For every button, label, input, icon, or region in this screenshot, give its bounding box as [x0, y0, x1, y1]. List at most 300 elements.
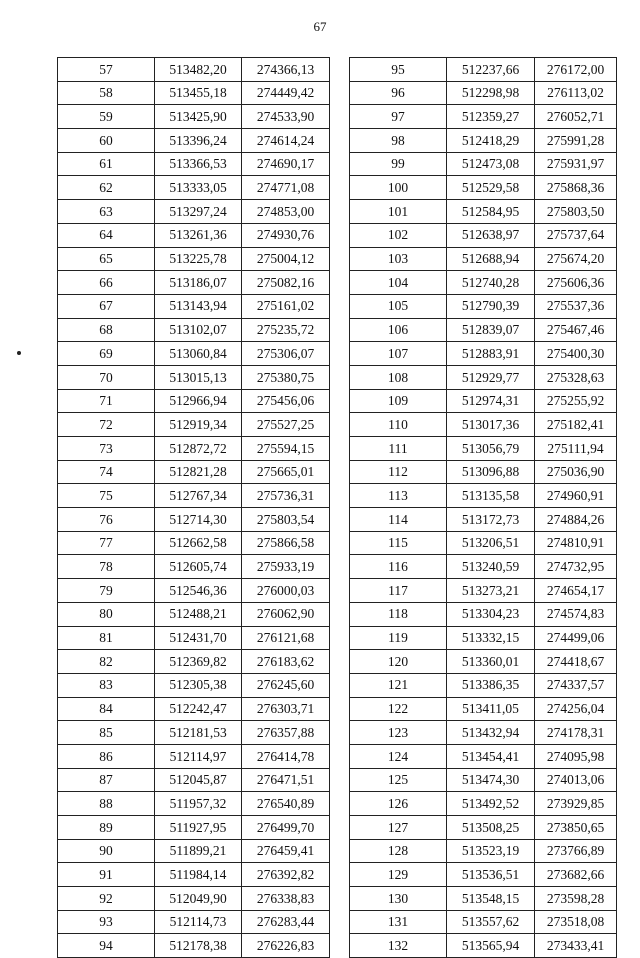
coordinates-table-right [349, 57, 617, 958]
table-row [350, 152, 617, 176]
x-coordinate-cell: 513425,90 [155, 105, 242, 129]
x-coordinate-cell: 513304,23 [447, 602, 535, 626]
y-coordinate-cell: 273598,28 [535, 887, 617, 911]
point-number-cell: 118 [350, 602, 447, 626]
point-number-cell: 65 [58, 247, 155, 271]
point-number-cell: 97 [350, 105, 447, 129]
point-number-cell: 103 [350, 247, 447, 271]
table-row [58, 460, 330, 484]
table-row [58, 839, 330, 863]
x-coordinate-cell: 512431,70 [155, 626, 242, 650]
point-number-cell: 78 [58, 555, 155, 579]
x-coordinate-cell: 513536,51 [447, 863, 535, 887]
point-number-cell: 89 [58, 816, 155, 840]
point-number-cell: 60 [58, 129, 155, 153]
x-coordinate-cell: 513455,18 [155, 81, 242, 105]
x-coordinate-cell: 512790,39 [447, 294, 535, 318]
x-coordinate-cell: 513411,05 [447, 697, 535, 721]
y-coordinate-cell: 274574,83 [535, 602, 617, 626]
table-row [58, 129, 330, 153]
table-row [58, 342, 330, 366]
table-row [350, 792, 617, 816]
x-coordinate-cell: 512114,97 [155, 744, 242, 768]
table-row [350, 58, 617, 82]
table-row [58, 176, 330, 200]
point-number-cell: 107 [350, 342, 447, 366]
point-number-cell: 91 [58, 863, 155, 887]
point-number-cell: 73 [58, 437, 155, 461]
table-row [350, 318, 617, 342]
table-row [350, 721, 617, 745]
point-number-cell: 130 [350, 887, 447, 911]
y-coordinate-cell: 275933,19 [242, 555, 330, 579]
x-coordinate-cell: 513386,35 [447, 673, 535, 697]
y-coordinate-cell: 274449,42 [242, 81, 330, 105]
table-row [350, 579, 617, 603]
table-row [350, 697, 617, 721]
y-coordinate-cell: 275674,20 [535, 247, 617, 271]
x-coordinate-cell: 513557,62 [447, 910, 535, 934]
table-row [350, 81, 617, 105]
x-coordinate-cell: 512688,94 [447, 247, 535, 271]
y-coordinate-cell: 275082,16 [242, 271, 330, 295]
x-coordinate-cell: 513474,30 [447, 768, 535, 792]
x-coordinate-cell: 513102,07 [155, 318, 242, 342]
x-coordinate-cell: 512839,07 [447, 318, 535, 342]
table-row [350, 934, 617, 958]
x-coordinate-cell: 511957,32 [155, 792, 242, 816]
point-number-cell: 129 [350, 863, 447, 887]
x-coordinate-cell: 513523,19 [447, 839, 535, 863]
table-row [58, 650, 330, 674]
x-coordinate-cell: 512714,30 [155, 508, 242, 532]
x-coordinate-cell: 511984,14 [155, 863, 242, 887]
table-row [58, 365, 330, 389]
point-number-cell: 58 [58, 81, 155, 105]
table-row [350, 744, 617, 768]
x-coordinate-cell: 513432,94 [447, 721, 535, 745]
x-coordinate-cell: 513240,59 [447, 555, 535, 579]
scan-speck [17, 351, 21, 355]
point-number-cell: 87 [58, 768, 155, 792]
point-number-cell: 82 [58, 650, 155, 674]
y-coordinate-cell: 274499,06 [535, 626, 617, 650]
point-number-cell: 70 [58, 365, 155, 389]
point-number-cell: 121 [350, 673, 447, 697]
x-coordinate-cell: 512966,94 [155, 389, 242, 413]
page-number: 67 [313, 19, 327, 34]
y-coordinate-cell: 276471,51 [242, 768, 330, 792]
y-coordinate-cell: 275400,30 [535, 342, 617, 366]
point-number-cell: 125 [350, 768, 447, 792]
x-coordinate-cell: 512298,98 [447, 81, 535, 105]
y-coordinate-cell: 276226,83 [242, 934, 330, 958]
x-coordinate-cell: 512883,91 [447, 342, 535, 366]
point-number-cell: 68 [58, 318, 155, 342]
point-number-cell: 99 [350, 152, 447, 176]
point-number-cell: 62 [58, 176, 155, 200]
y-coordinate-cell: 276000,03 [242, 579, 330, 603]
x-coordinate-cell: 512638,97 [447, 223, 535, 247]
point-number-cell: 59 [58, 105, 155, 129]
table-row [350, 887, 617, 911]
x-coordinate-cell: 513273,21 [447, 579, 535, 603]
y-coordinate-cell: 275328,63 [535, 365, 617, 389]
y-coordinate-cell: 276172,00 [535, 58, 617, 82]
point-number-cell: 132 [350, 934, 447, 958]
point-number-cell: 86 [58, 744, 155, 768]
y-coordinate-cell: 275803,50 [535, 200, 617, 224]
table-row [58, 744, 330, 768]
y-coordinate-cell: 275235,72 [242, 318, 330, 342]
y-coordinate-cell: 275606,36 [535, 271, 617, 295]
y-coordinate-cell: 275931,97 [535, 152, 617, 176]
table-row [350, 437, 617, 461]
point-number-cell: 122 [350, 697, 447, 721]
x-coordinate-cell: 512242,47 [155, 697, 242, 721]
y-coordinate-cell: 274960,91 [535, 484, 617, 508]
x-coordinate-cell: 513396,24 [155, 129, 242, 153]
x-coordinate-cell: 512662,58 [155, 531, 242, 555]
point-number-cell: 77 [58, 531, 155, 555]
x-coordinate-cell: 512181,53 [155, 721, 242, 745]
x-coordinate-cell: 513360,01 [447, 650, 535, 674]
table-row [350, 413, 617, 437]
table-row [350, 650, 617, 674]
table-row [58, 531, 330, 555]
table-row [350, 839, 617, 863]
table-row [350, 602, 617, 626]
y-coordinate-cell: 275868,36 [535, 176, 617, 200]
y-coordinate-cell: 275004,12 [242, 247, 330, 271]
point-number-cell: 94 [58, 934, 155, 958]
table-row [58, 271, 330, 295]
y-coordinate-cell: 273682,66 [535, 863, 617, 887]
x-coordinate-cell: 512178,38 [155, 934, 242, 958]
x-coordinate-cell: 513332,15 [447, 626, 535, 650]
x-coordinate-cell: 513366,53 [155, 152, 242, 176]
point-number-cell: 64 [58, 223, 155, 247]
point-number-cell: 102 [350, 223, 447, 247]
y-coordinate-cell: 275036,90 [535, 460, 617, 484]
table-row [350, 365, 617, 389]
x-coordinate-cell: 512369,82 [155, 650, 242, 674]
table-row [58, 910, 330, 934]
table-row [58, 934, 330, 958]
x-coordinate-cell: 511927,95 [155, 816, 242, 840]
x-coordinate-cell: 513186,07 [155, 271, 242, 295]
table-row [58, 863, 330, 887]
x-coordinate-cell: 512045,87 [155, 768, 242, 792]
table-row [350, 105, 617, 129]
y-coordinate-cell: 275803,54 [242, 508, 330, 532]
point-number-cell: 113 [350, 484, 447, 508]
point-number-cell: 98 [350, 129, 447, 153]
y-coordinate-cell: 274366,13 [242, 58, 330, 82]
table-row [350, 129, 617, 153]
y-coordinate-cell: 276357,88 [242, 721, 330, 745]
point-number-cell: 69 [58, 342, 155, 366]
point-number-cell: 96 [350, 81, 447, 105]
y-coordinate-cell: 275665,01 [242, 460, 330, 484]
coordinates-table-body [58, 58, 330, 958]
y-coordinate-cell: 274810,91 [535, 531, 617, 555]
y-coordinate-cell: 275255,92 [535, 389, 617, 413]
point-number-cell: 124 [350, 744, 447, 768]
y-coordinate-cell: 276052,71 [535, 105, 617, 129]
x-coordinate-cell: 512546,36 [155, 579, 242, 603]
y-coordinate-cell: 276062,90 [242, 602, 330, 626]
x-coordinate-cell: 513297,24 [155, 200, 242, 224]
y-coordinate-cell: 275537,36 [535, 294, 617, 318]
point-number-cell: 116 [350, 555, 447, 579]
table-row [350, 816, 617, 840]
y-coordinate-cell: 276499,70 [242, 816, 330, 840]
y-coordinate-cell: 273433,41 [535, 934, 617, 958]
point-number-cell: 85 [58, 721, 155, 745]
y-coordinate-cell: 273929,85 [535, 792, 617, 816]
y-coordinate-cell: 276113,02 [535, 81, 617, 105]
point-number-cell: 101 [350, 200, 447, 224]
table-row [58, 223, 330, 247]
x-coordinate-cell: 513096,88 [447, 460, 535, 484]
y-coordinate-cell: 275456,06 [242, 389, 330, 413]
y-coordinate-cell: 275467,46 [535, 318, 617, 342]
x-coordinate-cell: 512473,08 [447, 152, 535, 176]
table-row [350, 768, 617, 792]
x-coordinate-cell: 512049,90 [155, 887, 242, 911]
table-row [58, 579, 330, 603]
table-row [58, 413, 330, 437]
point-number-cell: 90 [58, 839, 155, 863]
point-number-cell: 112 [350, 460, 447, 484]
y-coordinate-cell: 274178,31 [535, 721, 617, 745]
y-coordinate-cell: 274654,17 [535, 579, 617, 603]
x-coordinate-cell: 512305,38 [155, 673, 242, 697]
y-coordinate-cell: 273850,65 [535, 816, 617, 840]
point-number-cell: 114 [350, 508, 447, 532]
y-coordinate-cell: 276303,71 [242, 697, 330, 721]
x-coordinate-cell: 513172,73 [447, 508, 535, 532]
point-number-cell: 83 [58, 673, 155, 697]
y-coordinate-cell: 275991,28 [535, 129, 617, 153]
point-number-cell: 75 [58, 484, 155, 508]
y-coordinate-cell: 274884,26 [535, 508, 617, 532]
point-number-cell: 115 [350, 531, 447, 555]
point-number-cell: 80 [58, 602, 155, 626]
table-row [58, 816, 330, 840]
y-coordinate-cell: 275527,25 [242, 413, 330, 437]
point-number-cell: 67 [58, 294, 155, 318]
table-row [350, 460, 617, 484]
table-row [350, 271, 617, 295]
coordinates-table-left [57, 57, 330, 958]
table-row [350, 863, 617, 887]
x-coordinate-cell: 513482,20 [155, 58, 242, 82]
point-number-cell: 104 [350, 271, 447, 295]
point-number-cell: 61 [58, 152, 155, 176]
x-coordinate-cell: 512584,95 [447, 200, 535, 224]
x-coordinate-cell: 513056,79 [447, 437, 535, 461]
table-row [350, 247, 617, 271]
table-row [350, 531, 617, 555]
point-number-cell: 66 [58, 271, 155, 295]
table-row [58, 200, 330, 224]
x-coordinate-cell: 512919,34 [155, 413, 242, 437]
table-row [350, 508, 617, 532]
table-row [58, 768, 330, 792]
y-coordinate-cell: 275736,31 [242, 484, 330, 508]
y-coordinate-cell: 275594,15 [242, 437, 330, 461]
y-coordinate-cell: 275866,58 [242, 531, 330, 555]
table-row [58, 626, 330, 650]
point-number-cell: 72 [58, 413, 155, 437]
y-coordinate-cell: 274337,57 [535, 673, 617, 697]
y-coordinate-cell: 276338,83 [242, 887, 330, 911]
point-number-cell: 74 [58, 460, 155, 484]
point-number-cell: 84 [58, 697, 155, 721]
x-coordinate-cell: 513143,94 [155, 294, 242, 318]
x-coordinate-cell: 513454,41 [447, 744, 535, 768]
x-coordinate-cell: 513206,51 [447, 531, 535, 555]
table-row [58, 81, 330, 105]
table-row [350, 673, 617, 697]
table-row [58, 437, 330, 461]
y-coordinate-cell: 276121,68 [242, 626, 330, 650]
y-coordinate-cell: 274853,00 [242, 200, 330, 224]
x-coordinate-cell: 513015,13 [155, 365, 242, 389]
point-number-cell: 88 [58, 792, 155, 816]
y-coordinate-cell: 274533,90 [242, 105, 330, 129]
y-coordinate-cell: 276183,62 [242, 650, 330, 674]
table-row [350, 200, 617, 224]
point-number-cell: 81 [58, 626, 155, 650]
x-coordinate-cell: 512488,21 [155, 602, 242, 626]
y-coordinate-cell: 274930,76 [242, 223, 330, 247]
table-row [58, 152, 330, 176]
point-number-cell: 126 [350, 792, 447, 816]
table-row [350, 484, 617, 508]
x-coordinate-cell: 512974,31 [447, 389, 535, 413]
y-coordinate-cell: 273518,08 [535, 910, 617, 934]
point-number-cell: 106 [350, 318, 447, 342]
table-row [58, 318, 330, 342]
point-number-cell: 71 [58, 389, 155, 413]
x-coordinate-cell: 512605,74 [155, 555, 242, 579]
point-number-cell: 109 [350, 389, 447, 413]
table-row [350, 910, 617, 934]
y-coordinate-cell: 274732,95 [535, 555, 617, 579]
point-number-cell: 111 [350, 437, 447, 461]
x-coordinate-cell: 512237,66 [447, 58, 535, 82]
table-row [58, 792, 330, 816]
x-coordinate-cell: 513565,94 [447, 934, 535, 958]
x-coordinate-cell: 512418,29 [447, 129, 535, 153]
point-number-cell: 95 [350, 58, 447, 82]
table-row [58, 389, 330, 413]
y-coordinate-cell: 276245,60 [242, 673, 330, 697]
point-number-cell: 57 [58, 58, 155, 82]
x-coordinate-cell: 513548,15 [447, 887, 535, 911]
point-number-cell: 123 [350, 721, 447, 745]
x-coordinate-cell: 513333,05 [155, 176, 242, 200]
point-number-cell: 110 [350, 413, 447, 437]
y-coordinate-cell: 274690,17 [242, 152, 330, 176]
x-coordinate-cell: 512740,28 [447, 271, 535, 295]
table-row [58, 294, 330, 318]
table-row [58, 105, 330, 129]
x-coordinate-cell: 512872,72 [155, 437, 242, 461]
point-number-cell: 92 [58, 887, 155, 911]
table-row [58, 887, 330, 911]
x-coordinate-cell: 513225,78 [155, 247, 242, 271]
table-row [58, 58, 330, 82]
y-coordinate-cell: 276459,41 [242, 839, 330, 863]
x-coordinate-cell: 513508,25 [447, 816, 535, 840]
table-row [58, 247, 330, 271]
y-coordinate-cell: 275380,75 [242, 365, 330, 389]
point-number-cell: 117 [350, 579, 447, 603]
point-number-cell: 79 [58, 579, 155, 603]
y-coordinate-cell: 275161,02 [242, 294, 330, 318]
table-row [350, 294, 617, 318]
table-row [350, 223, 617, 247]
point-number-cell: 127 [350, 816, 447, 840]
x-coordinate-cell: 512929,77 [447, 365, 535, 389]
y-coordinate-cell: 274418,67 [535, 650, 617, 674]
point-number-cell: 63 [58, 200, 155, 224]
y-coordinate-cell: 274771,08 [242, 176, 330, 200]
y-coordinate-cell: 275111,94 [535, 437, 617, 461]
y-coordinate-cell: 275182,41 [535, 413, 617, 437]
y-coordinate-cell: 274095,98 [535, 744, 617, 768]
x-coordinate-cell: 513261,36 [155, 223, 242, 247]
y-coordinate-cell: 275737,64 [535, 223, 617, 247]
table-row [350, 342, 617, 366]
y-coordinate-cell: 276392,82 [242, 863, 330, 887]
coordinates-table-body [350, 58, 617, 958]
y-coordinate-cell: 276540,89 [242, 792, 330, 816]
table-row [58, 697, 330, 721]
table-row [58, 484, 330, 508]
x-coordinate-cell: 513135,58 [447, 484, 535, 508]
point-number-cell: 93 [58, 910, 155, 934]
table-row [58, 673, 330, 697]
x-coordinate-cell: 512821,28 [155, 460, 242, 484]
y-coordinate-cell: 274256,04 [535, 697, 617, 721]
point-number-cell: 120 [350, 650, 447, 674]
point-number-cell: 105 [350, 294, 447, 318]
table-row [58, 555, 330, 579]
x-coordinate-cell: 512359,27 [447, 105, 535, 129]
y-coordinate-cell: 274614,24 [242, 129, 330, 153]
y-coordinate-cell: 276283,44 [242, 910, 330, 934]
x-coordinate-cell: 513060,84 [155, 342, 242, 366]
table-row [350, 555, 617, 579]
point-number-cell: 100 [350, 176, 447, 200]
y-coordinate-cell: 274013,06 [535, 768, 617, 792]
point-number-cell: 119 [350, 626, 447, 650]
point-number-cell: 76 [58, 508, 155, 532]
table-row [350, 176, 617, 200]
x-coordinate-cell: 512114,73 [155, 910, 242, 934]
table-row [58, 508, 330, 532]
x-coordinate-cell: 512529,58 [447, 176, 535, 200]
y-coordinate-cell: 276414,78 [242, 744, 330, 768]
point-number-cell: 108 [350, 365, 447, 389]
x-coordinate-cell: 512767,34 [155, 484, 242, 508]
x-coordinate-cell: 513017,36 [447, 413, 535, 437]
